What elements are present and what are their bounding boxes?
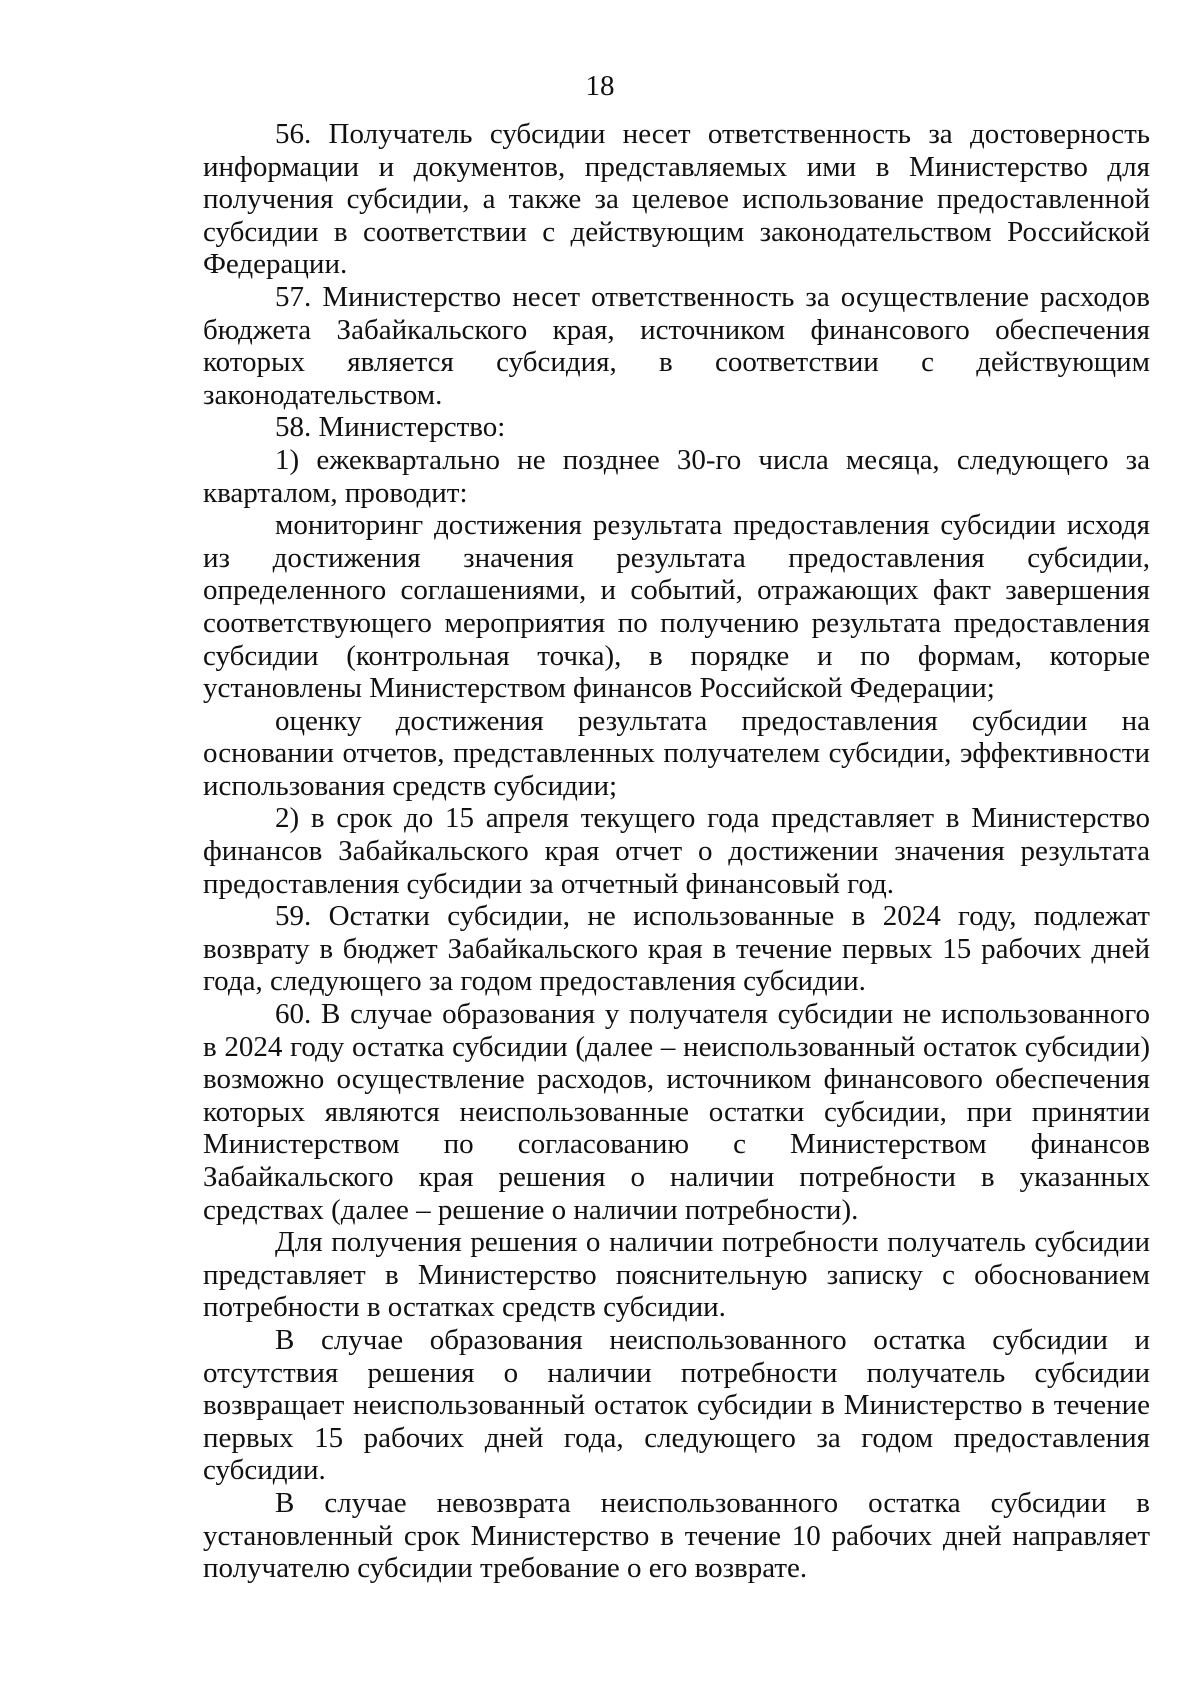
paragraph-59: 59. Остатки субсидии, не использованные в 2024 году, подлежат возврату в бюджет Забайкальского края в течение первых 15 рабочих дней года, следующего за годом предоставления субсидии.: [203, 900, 1150, 998]
paragraph-57: 57. Министерство несет ответственность за осуществление расходов бюджета Забайкальского края, источником финансового обеспечения которых является субсидия, в соответствии с действующим законодательством.: [203, 280, 1150, 411]
paragraph-58-item-2: 2) в срок до 15 апреля текущего года представляет в Министерство финансов Забайкальского края отчет о достижении значения результата предоставления субсидии за отчетный финансовый год.: [203, 802, 1150, 900]
paragraph-non-return: В случае невозврата неиспользованного остатка субсидии в установленный срок Министерство в течение 10 рабочих дней направляет получателю субсидии требование о его возврате.: [203, 1486, 1150, 1585]
paragraph-need-decision: Для получения решения о наличии потребности получатель субсидии представляет в Министерство пояснительную записку с обоснованием потребности в остатках средств субсидии.: [203, 1226, 1150, 1324]
paragraph-56: 56. Получатель субсидии несет ответственность за достоверность информации и документов, представляемых ими в Министерство для получения субсидии, а также за целевое использование предоставленной субсидии в соответствии с действующим законодательством Российской Федерации.: [203, 118, 1150, 281]
paragraph-return-balance: В случае образования неиспользованного остатка субсидии и отсутствия решения о наличии потребности получатель субсидии возвращает неиспользованный остаток субсидии в Министерство в течение первых 15 рабочих дней года, следующего за годом предоставления субсидии.: [203, 1323, 1150, 1487]
document-body: [203, 118, 1150, 1585]
paragraph-58-item-1: 1) ежеквартально не позднее 30-го числа месяца, следующего за кварталом, проводит:: [203, 443, 1150, 509]
paragraph-assessment: оценку достижения результата предоставления субсидии на основании отчетов, представленных получателем субсидии, эффективности использования средств субсидии;: [203, 704, 1150, 802]
page-number: 18: [585, 70, 615, 102]
paragraph-monitoring: мониторинг достижения результата предоставления субсидии исходя из достижения значения результата предоставления субсидии, определенного соглашениями, и событий, отражающих факт завершения соответствующего мероприятия по получению результата предоставления субсидии (контрольная точка), в порядке и по формам, которые установлены Министерством финансов Российской Федерации;: [203, 509, 1150, 705]
paragraph-60: 60. В случае образования у получателя субсидии не использованного в 2024 году остатка субсидии (далее – неиспользованный остаток субсидии) возможно осуществление расходов, источником финансового обеспечения которых являются неиспользованные остатки субсидии, при принятии Министерством по согласованию с Министерством финансов Забайкальского края решения о наличии потребности в указанных средствах (далее – решение о наличии потребности).: [203, 998, 1150, 1226]
paragraph-58: 58. Министерство:: [275, 411, 506, 444]
